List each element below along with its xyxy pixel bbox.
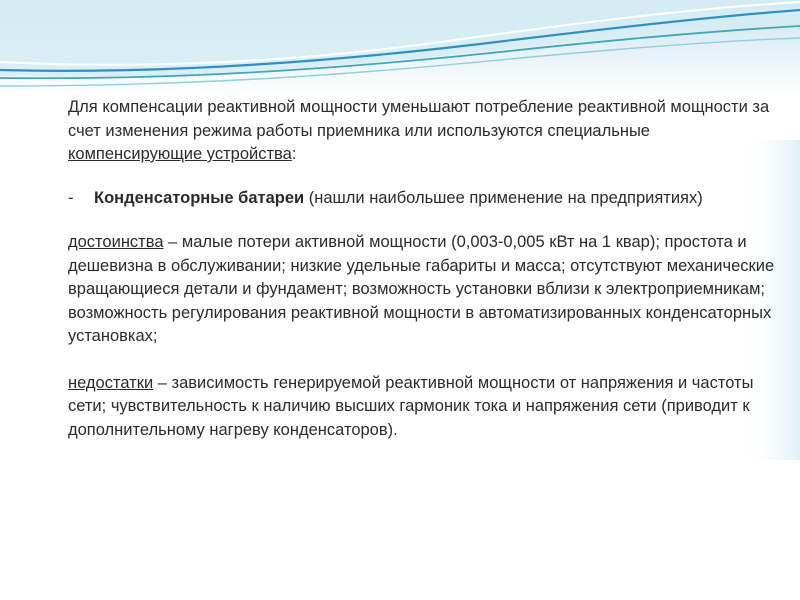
bullet-marker: - [68, 188, 74, 207]
disadvantages-paragraph [68, 372, 784, 443]
compensating-devices-link[interactable]: компенсирующие устройства [68, 145, 292, 163]
intro-text: Для компенсации реактивной мощности уменьшают потребление реактивной мощности за счет изменения режима работы приемника или используются специальные [68, 98, 770, 140]
disadvantages-label: недостатки [68, 373, 154, 392]
advantages-label: достоинства [68, 233, 164, 251]
bullet-text: (нашли наибольшее применение на предприятиях) [304, 188, 703, 207]
bullet-title: Конденсаторные батареи [94, 188, 305, 207]
advantages-text: – малые потери активной мощности (0,003-0,005 кВт на 1 квар); простота и дешевизна в обслуживании; низкие удельные габариты и масса; отсутствуют механические вращающиеся детали и фундамент; возможность установки вблизи к электроприемникам; возможность регулирования реактивной мощности в автоматизированных конденсаторных установках; [68, 233, 775, 345]
intro-paragraph [68, 96, 784, 167]
bullet-content [94, 187, 784, 211]
bullet-item [68, 187, 784, 211]
slide-content [68, 96, 784, 442]
disadvantages-text: – зависимость генерируемой реактивной мощности от напряжения и частоты сети; чувствительность к наличию высших гармоник тока и напряжения сети (приводит к дополнительному нагреву конденсаторов). [68, 373, 754, 439]
advantages-paragraph [68, 231, 784, 349]
intro-end: : [291, 145, 297, 163]
